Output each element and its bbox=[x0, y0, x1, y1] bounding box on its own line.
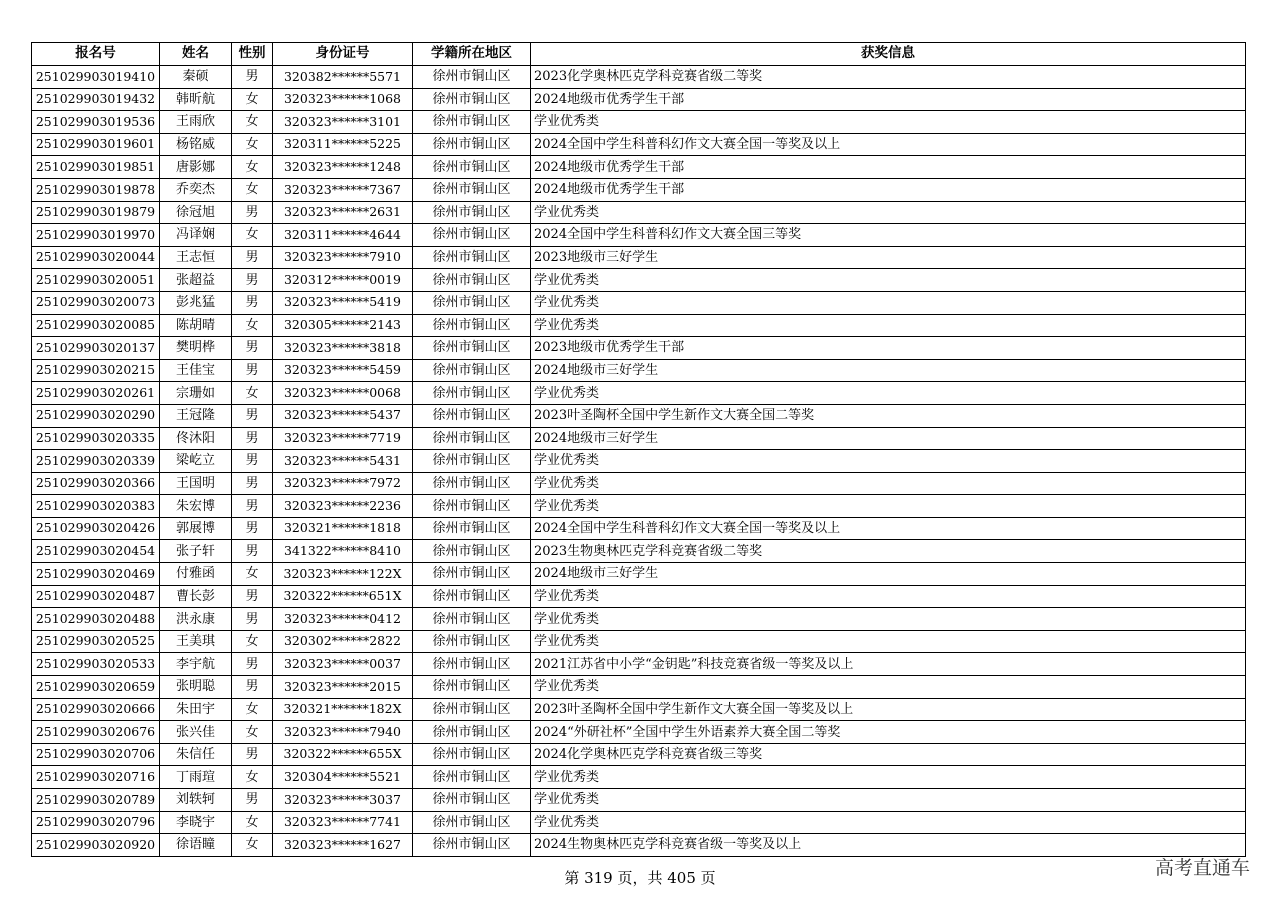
registration-number-cell: 251029903020488 bbox=[32, 608, 160, 631]
id-number-cell: 320323******7719 bbox=[273, 427, 413, 450]
name-cell: 陈胡晴 bbox=[160, 314, 232, 337]
table-row bbox=[32, 766, 1246, 789]
gender-cell: 女 bbox=[232, 811, 273, 834]
region-cell: 徐州市铜山区 bbox=[413, 676, 531, 699]
award-cell: 学业优秀类 bbox=[531, 766, 1246, 789]
table-row bbox=[32, 269, 1246, 292]
name-cell: 王冠隆 bbox=[160, 404, 232, 427]
table-row bbox=[32, 608, 1246, 631]
name-cell: 梁屹立 bbox=[160, 450, 232, 473]
registration-number-cell: 251029903019410 bbox=[32, 66, 160, 89]
gender-cell: 女 bbox=[232, 698, 273, 721]
name-cell: 杨铭威 bbox=[160, 133, 232, 156]
id-number-cell: 320323******7741 bbox=[273, 811, 413, 834]
award-cell: 2024全国中学生科普科幻作文大赛全国三等奖 bbox=[531, 224, 1246, 247]
id-number-cell: 320323******2236 bbox=[273, 495, 413, 518]
id-number-cell: 320304******5521 bbox=[273, 766, 413, 789]
gender-cell: 女 bbox=[232, 721, 273, 744]
table-row bbox=[32, 653, 1246, 676]
gender-cell: 男 bbox=[232, 676, 273, 699]
region-cell: 徐州市铜山区 bbox=[413, 201, 531, 224]
region-cell: 徐州市铜山区 bbox=[413, 789, 531, 812]
id-number-cell: 320323******7972 bbox=[273, 472, 413, 495]
table-row bbox=[32, 585, 1246, 608]
gender-cell: 男 bbox=[232, 450, 273, 473]
region-cell: 徐州市铜山区 bbox=[413, 495, 531, 518]
gender-cell: 女 bbox=[232, 382, 273, 405]
table-row bbox=[32, 382, 1246, 405]
id-number-cell: 320305******2143 bbox=[273, 314, 413, 337]
header-region: 学籍所在地区 bbox=[413, 43, 531, 66]
table-row bbox=[32, 133, 1246, 156]
table-row bbox=[32, 156, 1246, 179]
header-name: 姓名 bbox=[160, 43, 232, 66]
registration-number-cell: 251029903020789 bbox=[32, 789, 160, 812]
award-cell: 2024全国中学生科普科幻作文大赛全国一等奖及以上 bbox=[531, 517, 1246, 540]
id-number-cell: 320323******1627 bbox=[273, 834, 413, 857]
registration-number-cell: 251029903020706 bbox=[32, 743, 160, 766]
name-cell: 韩昕航 bbox=[160, 88, 232, 111]
region-cell: 徐州市铜山区 bbox=[413, 427, 531, 450]
registration-number-cell: 251029903020666 bbox=[32, 698, 160, 721]
name-cell: 唐影娜 bbox=[160, 156, 232, 179]
id-number-cell: 320323******2631 bbox=[273, 201, 413, 224]
table-row bbox=[32, 337, 1246, 360]
gender-cell: 男 bbox=[232, 201, 273, 224]
award-cell: 2024生物奥林匹克学科竞赛省级一等奖及以上 bbox=[531, 834, 1246, 857]
gender-cell: 女 bbox=[232, 156, 273, 179]
award-cell: 学业优秀类 bbox=[531, 201, 1246, 224]
award-cell: 学业优秀类 bbox=[531, 314, 1246, 337]
gender-cell: 女 bbox=[232, 630, 273, 653]
gender-cell: 女 bbox=[232, 834, 273, 857]
registration-number-cell: 251029903020137 bbox=[32, 337, 160, 360]
id-number-cell: 320323******2015 bbox=[273, 676, 413, 699]
award-cell: 2023叶圣陶杯全国中学生新作文大赛全国一等奖及以上 bbox=[531, 698, 1246, 721]
table-row bbox=[32, 314, 1246, 337]
gender-cell: 女 bbox=[232, 133, 273, 156]
award-cell: 2024地级市优秀学生干部 bbox=[531, 178, 1246, 201]
registration-number-cell: 251029903019970 bbox=[32, 224, 160, 247]
name-cell: 宗珊如 bbox=[160, 382, 232, 405]
gender-cell: 女 bbox=[232, 314, 273, 337]
name-cell: 王雨欣 bbox=[160, 111, 232, 134]
registration-number-cell: 251029903020454 bbox=[32, 540, 160, 563]
id-number-cell: 320323******5437 bbox=[273, 404, 413, 427]
name-cell: 付雅函 bbox=[160, 563, 232, 586]
region-cell: 徐州市铜山区 bbox=[413, 269, 531, 292]
header-gender: 性别 bbox=[232, 43, 273, 66]
award-cell: 学业优秀类 bbox=[531, 291, 1246, 314]
name-cell: 秦硕 bbox=[160, 66, 232, 89]
table-row bbox=[32, 721, 1246, 744]
table-row bbox=[32, 495, 1246, 518]
registration-number-cell: 251029903020044 bbox=[32, 246, 160, 269]
name-cell: 洪永康 bbox=[160, 608, 232, 631]
region-cell: 徐州市铜山区 bbox=[413, 630, 531, 653]
region-cell: 徐州市铜山区 bbox=[413, 156, 531, 179]
table-row bbox=[32, 540, 1246, 563]
region-cell: 徐州市铜山区 bbox=[413, 314, 531, 337]
region-cell: 徐州市铜山区 bbox=[413, 472, 531, 495]
id-number-cell: 320323******122X bbox=[273, 563, 413, 586]
region-cell: 徐州市铜山区 bbox=[413, 698, 531, 721]
table-row bbox=[32, 88, 1246, 111]
award-cell: 学业优秀类 bbox=[531, 495, 1246, 518]
name-cell: 李宇航 bbox=[160, 653, 232, 676]
gender-cell: 男 bbox=[232, 789, 273, 812]
id-number-cell: 320322******655X bbox=[273, 743, 413, 766]
id-number-cell: 320323******0412 bbox=[273, 608, 413, 631]
registration-number-cell: 251029903019601 bbox=[32, 133, 160, 156]
id-number-cell: 320323******1068 bbox=[273, 88, 413, 111]
table-row bbox=[32, 698, 1246, 721]
registration-number-cell: 251029903020525 bbox=[32, 630, 160, 653]
award-cell: 2024地级市三好学生 bbox=[531, 359, 1246, 382]
id-number-cell: 320323******1248 bbox=[273, 156, 413, 179]
region-cell: 徐州市铜山区 bbox=[413, 834, 531, 857]
gender-cell: 男 bbox=[232, 291, 273, 314]
registration-number-cell: 251029903020215 bbox=[32, 359, 160, 382]
gender-cell: 男 bbox=[232, 359, 273, 382]
registration-number-cell: 251029903020085 bbox=[32, 314, 160, 337]
table-body bbox=[32, 66, 1246, 857]
table-row bbox=[32, 246, 1246, 269]
table-row bbox=[32, 178, 1246, 201]
name-cell: 冯译娴 bbox=[160, 224, 232, 247]
registration-number-cell: 251029903020796 bbox=[32, 811, 160, 834]
award-cell: 学业优秀类 bbox=[531, 585, 1246, 608]
award-cell: 学业优秀类 bbox=[531, 789, 1246, 812]
gender-cell: 女 bbox=[232, 224, 273, 247]
award-cell: 学业优秀类 bbox=[531, 608, 1246, 631]
table-row bbox=[32, 811, 1246, 834]
gender-cell: 女 bbox=[232, 88, 273, 111]
region-cell: 徐州市铜山区 bbox=[413, 517, 531, 540]
table-row bbox=[32, 472, 1246, 495]
gender-cell: 男 bbox=[232, 246, 273, 269]
registration-number-cell: 251029903020261 bbox=[32, 382, 160, 405]
name-cell: 彭兆猛 bbox=[160, 291, 232, 314]
region-cell: 徐州市铜山区 bbox=[413, 246, 531, 269]
header-registration-number: 报名号 bbox=[32, 43, 160, 66]
region-cell: 徐州市铜山区 bbox=[413, 133, 531, 156]
id-number-cell: 320321******1818 bbox=[273, 517, 413, 540]
registration-number-cell: 251029903019536 bbox=[32, 111, 160, 134]
table-row bbox=[32, 676, 1246, 699]
award-cell: 学业优秀类 bbox=[531, 269, 1246, 292]
gender-cell: 男 bbox=[232, 653, 273, 676]
award-cell: 2024地级市三好学生 bbox=[531, 563, 1246, 586]
header-award-info: 获奖信息 bbox=[531, 43, 1246, 66]
region-cell: 徐州市铜山区 bbox=[413, 224, 531, 247]
region-cell: 徐州市铜山区 bbox=[413, 66, 531, 89]
gender-cell: 男 bbox=[232, 743, 273, 766]
gender-cell: 男 bbox=[232, 66, 273, 89]
id-number-cell: 320321******182X bbox=[273, 698, 413, 721]
region-cell: 徐州市铜山区 bbox=[413, 585, 531, 608]
region-cell: 徐州市铜山区 bbox=[413, 359, 531, 382]
region-cell: 徐州市铜山区 bbox=[413, 540, 531, 563]
table-row bbox=[32, 201, 1246, 224]
gender-cell: 男 bbox=[232, 517, 273, 540]
id-number-cell: 320382******5571 bbox=[273, 66, 413, 89]
award-cell: 学业优秀类 bbox=[531, 472, 1246, 495]
name-cell: 王佳宝 bbox=[160, 359, 232, 382]
gender-cell: 男 bbox=[232, 404, 273, 427]
table-row bbox=[32, 743, 1246, 766]
award-cell: 学业优秀类 bbox=[531, 382, 1246, 405]
registration-number-cell: 251029903019879 bbox=[32, 201, 160, 224]
region-cell: 徐州市铜山区 bbox=[413, 608, 531, 631]
award-cell: 2023生物奥林匹克学科竞赛省级二等奖 bbox=[531, 540, 1246, 563]
name-cell: 王国明 bbox=[160, 472, 232, 495]
registration-number-cell: 251029903020073 bbox=[32, 291, 160, 314]
gender-cell: 女 bbox=[232, 111, 273, 134]
award-cell: 2024化学奥林匹克学科竞赛省级三等奖 bbox=[531, 743, 1246, 766]
award-cell: 2024地级市三好学生 bbox=[531, 427, 1246, 450]
name-cell: 张子轩 bbox=[160, 540, 232, 563]
id-number-cell: 320311******5225 bbox=[273, 133, 413, 156]
award-cell: 2021江苏省中小学“金钥匙”科技竞赛省级一等奖及以上 bbox=[531, 653, 1246, 676]
name-cell: 朱信任 bbox=[160, 743, 232, 766]
gender-cell: 男 bbox=[232, 585, 273, 608]
id-number-cell: 341322******8410 bbox=[273, 540, 413, 563]
name-cell: 佟沐阳 bbox=[160, 427, 232, 450]
gender-cell: 女 bbox=[232, 563, 273, 586]
registration-number-cell: 251029903020335 bbox=[32, 427, 160, 450]
id-number-cell: 320323******7367 bbox=[273, 178, 413, 201]
id-number-cell: 320311******4644 bbox=[273, 224, 413, 247]
id-number-cell: 320323******3037 bbox=[273, 789, 413, 812]
award-cell: 学业优秀类 bbox=[531, 630, 1246, 653]
award-cell: 2023地级市三好学生 bbox=[531, 246, 1246, 269]
id-number-cell: 320302******2822 bbox=[273, 630, 413, 653]
id-number-cell: 320323******0068 bbox=[273, 382, 413, 405]
name-cell: 乔奕杰 bbox=[160, 178, 232, 201]
gender-cell: 男 bbox=[232, 472, 273, 495]
name-cell: 张超益 bbox=[160, 269, 232, 292]
name-cell: 徐冠旭 bbox=[160, 201, 232, 224]
id-number-cell: 320323******7910 bbox=[273, 246, 413, 269]
registration-number-cell: 251029903020487 bbox=[32, 585, 160, 608]
award-cell: 2024“外研社杯”全国中学生外语素养大赛全国二等奖 bbox=[531, 721, 1246, 744]
table-row bbox=[32, 66, 1246, 89]
award-cell: 2023化学奥林匹克学科竞赛省级二等奖 bbox=[531, 66, 1246, 89]
gender-cell: 男 bbox=[232, 337, 273, 360]
name-cell: 刘轶轲 bbox=[160, 789, 232, 812]
registration-number-cell: 251029903020366 bbox=[32, 472, 160, 495]
registration-number-cell: 251029903020716 bbox=[32, 766, 160, 789]
region-cell: 徐州市铜山区 bbox=[413, 450, 531, 473]
table-row bbox=[32, 563, 1246, 586]
registration-number-cell: 251029903020469 bbox=[32, 563, 160, 586]
registration-number-cell: 251029903019878 bbox=[32, 178, 160, 201]
registration-number-cell: 251029903020426 bbox=[32, 517, 160, 540]
gender-cell: 男 bbox=[232, 495, 273, 518]
award-cell: 学业优秀类 bbox=[531, 676, 1246, 699]
name-cell: 郭展博 bbox=[160, 517, 232, 540]
award-cell: 2024地级市优秀学生干部 bbox=[531, 156, 1246, 179]
name-cell: 丁雨瑄 bbox=[160, 766, 232, 789]
region-cell: 徐州市铜山区 bbox=[413, 653, 531, 676]
table-row bbox=[32, 291, 1246, 314]
table-row bbox=[32, 834, 1246, 857]
region-cell: 徐州市铜山区 bbox=[413, 721, 531, 744]
gender-cell: 女 bbox=[232, 178, 273, 201]
name-cell: 王美琪 bbox=[160, 630, 232, 653]
region-cell: 徐州市铜山区 bbox=[413, 404, 531, 427]
name-cell: 朱田宇 bbox=[160, 698, 232, 721]
award-cell: 2024地级市优秀学生干部 bbox=[531, 88, 1246, 111]
registration-number-cell: 251029903020533 bbox=[32, 653, 160, 676]
table-row bbox=[32, 630, 1246, 653]
table-row bbox=[32, 517, 1246, 540]
results-table bbox=[31, 42, 1246, 857]
id-number-cell: 320323******0037 bbox=[273, 653, 413, 676]
id-number-cell: 320323******5459 bbox=[273, 359, 413, 382]
header-id-number: 身份证号 bbox=[273, 43, 413, 66]
region-cell: 徐州市铜山区 bbox=[413, 111, 531, 134]
region-cell: 徐州市铜山区 bbox=[413, 337, 531, 360]
award-cell: 学业优秀类 bbox=[531, 450, 1246, 473]
id-number-cell: 320323******5419 bbox=[273, 291, 413, 314]
award-cell: 学业优秀类 bbox=[531, 111, 1246, 134]
name-cell: 樊明桦 bbox=[160, 337, 232, 360]
table-row bbox=[32, 450, 1246, 473]
page-number: 第 319 页，共 405 页 bbox=[564, 869, 716, 887]
table-header-row bbox=[32, 43, 1246, 66]
id-number-cell: 320323******7940 bbox=[273, 721, 413, 744]
gender-cell: 男 bbox=[232, 269, 273, 292]
table-row bbox=[32, 789, 1246, 812]
registration-number-cell: 251029903020676 bbox=[32, 721, 160, 744]
registration-number-cell: 251029903020920 bbox=[32, 834, 160, 857]
region-cell: 徐州市铜山区 bbox=[413, 291, 531, 314]
gender-cell: 男 bbox=[232, 608, 273, 631]
region-cell: 徐州市铜山区 bbox=[413, 88, 531, 111]
id-number-cell: 320312******0019 bbox=[273, 269, 413, 292]
name-cell: 朱宏博 bbox=[160, 495, 232, 518]
table-row bbox=[32, 224, 1246, 247]
region-cell: 徐州市铜山区 bbox=[413, 811, 531, 834]
region-cell: 徐州市铜山区 bbox=[413, 766, 531, 789]
table-row bbox=[32, 427, 1246, 450]
id-number-cell: 320323******3101 bbox=[273, 111, 413, 134]
region-cell: 徐州市铜山区 bbox=[413, 743, 531, 766]
id-number-cell: 320322******651X bbox=[273, 585, 413, 608]
registration-number-cell: 251029903019851 bbox=[32, 156, 160, 179]
id-number-cell: 320323******5431 bbox=[273, 450, 413, 473]
gender-cell: 男 bbox=[232, 427, 273, 450]
name-cell: 张兴佳 bbox=[160, 721, 232, 744]
table-row bbox=[32, 359, 1246, 382]
table-row bbox=[32, 111, 1246, 134]
award-cell: 2023地级市优秀学生干部 bbox=[531, 337, 1246, 360]
name-cell: 王志恒 bbox=[160, 246, 232, 269]
name-cell: 张明聪 bbox=[160, 676, 232, 699]
region-cell: 徐州市铜山区 bbox=[413, 382, 531, 405]
registration-number-cell: 251029903020659 bbox=[32, 676, 160, 699]
region-cell: 徐州市铜山区 bbox=[413, 563, 531, 586]
gender-cell: 女 bbox=[232, 766, 273, 789]
region-cell: 徐州市铜山区 bbox=[413, 178, 531, 201]
gender-cell: 男 bbox=[232, 540, 273, 563]
name-cell: 李晓宇 bbox=[160, 811, 232, 834]
registration-number-cell: 251029903020290 bbox=[32, 404, 160, 427]
award-cell: 2023叶圣陶杯全国中学生新作文大赛全国二等奖 bbox=[531, 404, 1246, 427]
registration-number-cell: 251029903019432 bbox=[32, 88, 160, 111]
table-row bbox=[32, 404, 1246, 427]
award-cell: 2024全国中学生科普科幻作文大赛全国一等奖及以上 bbox=[531, 133, 1246, 156]
name-cell: 徐语瞳 bbox=[160, 834, 232, 857]
award-cell: 学业优秀类 bbox=[531, 811, 1246, 834]
name-cell: 曹长彭 bbox=[160, 585, 232, 608]
registration-number-cell: 251029903020339 bbox=[32, 450, 160, 473]
registration-number-cell: 251029903020383 bbox=[32, 495, 160, 518]
registration-number-cell: 251029903020051 bbox=[32, 269, 160, 292]
id-number-cell: 320323******3818 bbox=[273, 337, 413, 360]
watermark: 高考直通车 bbox=[1154, 857, 1250, 879]
